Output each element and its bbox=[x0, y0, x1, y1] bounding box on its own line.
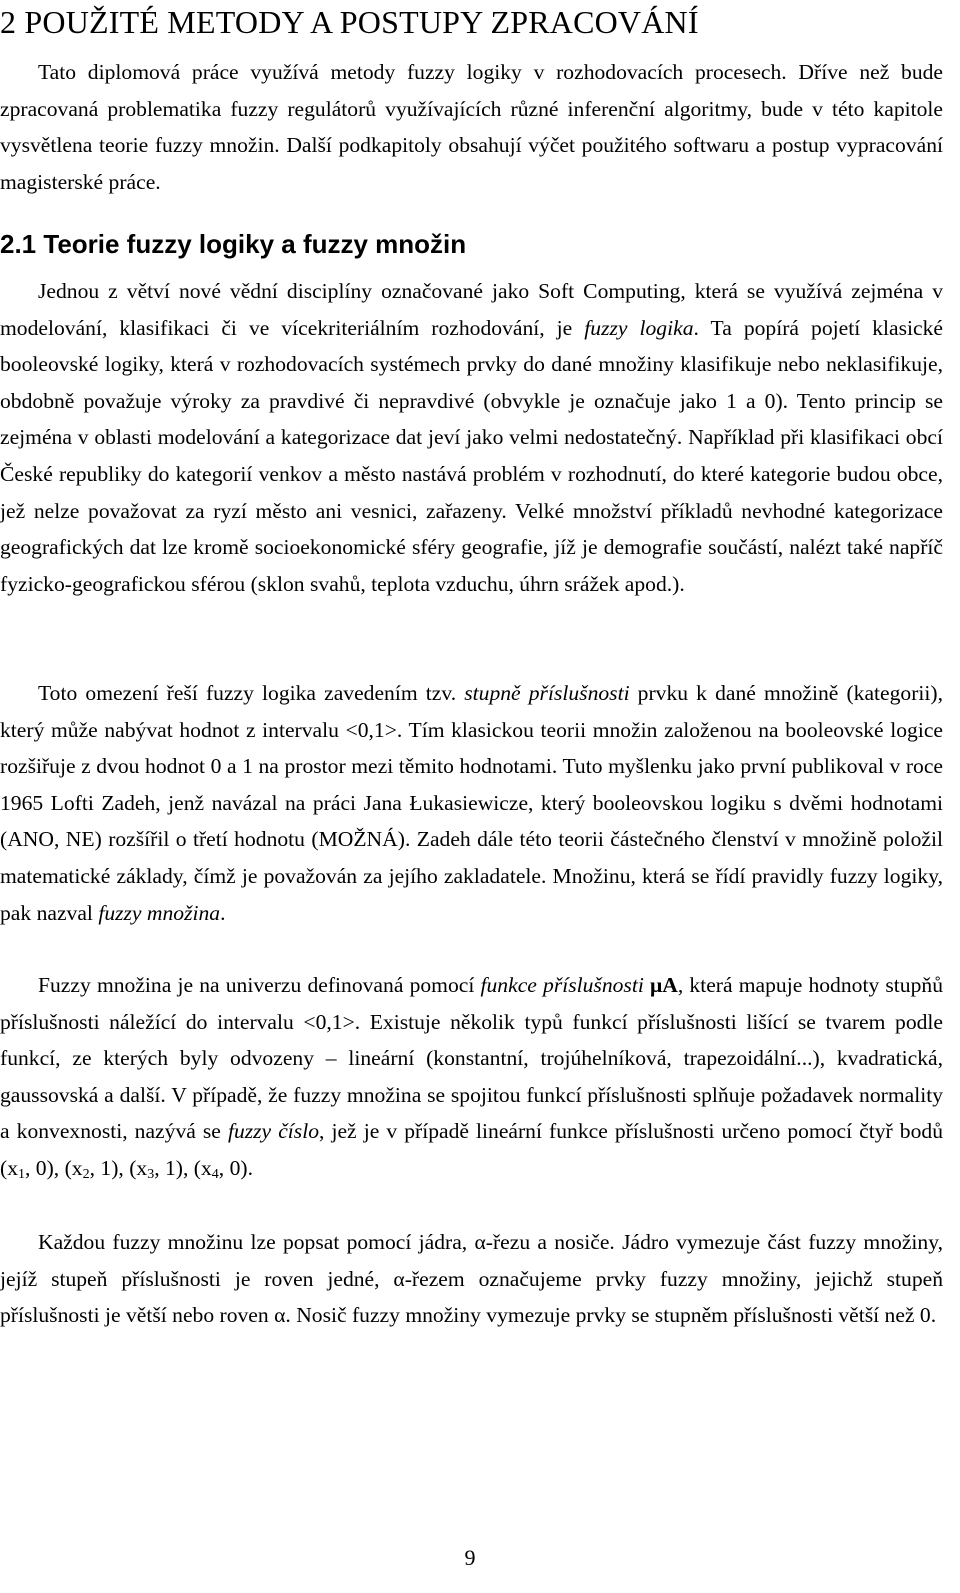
paragraph-membership-function bbox=[0, 967, 943, 1187]
paragraph-text: , která mapuje hodnoty stupňů příslušnosti náležící do intervalu <0,1>. Existuje několik typů funkcí příslušnosti lišící se tvarem podle funkcí, ze kterých byly odvozeny – lineární (konstantní, trojúhelníková, trapezoidální...), kvadratická, gaussovská a další. V případě, že fuzzy množina se spojitou funkcí příslušnosti splňuje požadavek normality a konvexnosti, nazývá se bbox=[0, 973, 943, 1144]
term-funkce-prislusnosti: funkce příslušnosti bbox=[480, 973, 644, 997]
paragraph-text: prvku k dané množině (kategorii), který může nabývat hodnot z intervalu <0,1>. Tím klasickou teorii množin založenou na booleovské logice rozšiřuje z dvou hodnot 0 a 1 na prostor mezi těmito hodnotami. Tuto myšlenku jako první publikoval v roce 1965 Lofti Zadeh, jenž navázal na práci Jana Łukasiewicze, který booleovskou logiku s dvěmi hodnotami (ANO, NE) rozšířil o třetí hodnotu (MOŽNÁ). Zadeh dále této teorii částečného členství v množině položil matematické základy, čímž je považován za jejího zakladatele. Množinu, která se řídí pravidly fuzzy logiky, pak nazval bbox=[0, 681, 943, 925]
point-3: ($x_3$, 1), bbox=[129, 1155, 194, 1182]
paragraph-fuzzy-logic bbox=[0, 273, 943, 602]
paragraph-text: Jednou z větví nové vědní disciplíny označované jako Soft Computing, která se využívá zejména v modelování, klasifikaci či ve vícekriteriálním rozhodování, je bbox=[0, 279, 943, 340]
paragraph-text: . bbox=[220, 900, 226, 925]
term-fuzzy-mnozina: fuzzy množina bbox=[98, 900, 221, 925]
paragraph-core-alpha-cut-support: Každou fuzzy množinu lze popsat pomocí jádra, α-řezu a nosiče. Jádro vymezuje část fuzzy množiny, jejíž stupeň příslušnosti je roven jedné, α-řezem označujeme prvky fuzzy množiny, jejichž stupeň příslušnosti je větší nebo roven α. Nosič fuzzy množiny vymezuje prvky se stupněm příslušnosti větší než 0. bbox=[0, 1230, 943, 1328]
paragraph-text: Toto omezení řeší fuzzy logika zavedením tzv. bbox=[38, 681, 465, 705]
chapter-heading: 2 POUŽITÉ METODY A POSTUPY ZPRACOVÁNÍ bbox=[0, 4, 699, 40]
paragraph-text: Fuzzy množina je na univerzu definovaná pomocí bbox=[38, 973, 481, 997]
term-fuzzy-logika: fuzzy logika bbox=[584, 315, 694, 340]
term-fuzzy-cislo: fuzzy číslo bbox=[227, 1119, 319, 1144]
section-heading: 2.1 Teorie fuzzy logiky a fuzzy množin bbox=[0, 229, 467, 259]
point-2: ($x_2$, 1), bbox=[64, 1155, 130, 1182]
paragraph-text: , jež je v případě lineární funkce příslušnosti určeno pomocí čtyř bodů bbox=[319, 1119, 943, 1144]
symbol-mu-a: μA bbox=[650, 973, 678, 997]
point-4: ($x_4$, 0). bbox=[193, 1155, 253, 1182]
paragraph-text: . Ta popírá pojetí klasické booleovské logiky, která v rozhodovacích systémech prvky do dané množiny klasifikuje nebo neklasifikuje, obdobně považuje výroky za pravdivé či nepravdivé (obvykle je označuje jako 1 a 0). Tento princip se zejména v oblasti modelování a kategorizace dat jeví jako velmi nedostatečný. Například při klasifikaci obcí České republiky do kategorií venkov a město nastává problém v rozhodnutí, do které kategorie budou obce, jež nelze považovat za ryzí město ani vesnici, zařazeny. Velké množství příkladů nevhodné kategorizace geografických dat lze kromě socioekonomické sféry geografie, jíž je demografie součástí, nalézt také napříč fyzicko-geografickou sférou (sklon svahů, teplota vzduchu, úhrn srážek apod.). bbox=[0, 315, 943, 596]
paragraph-membership-degree bbox=[0, 675, 943, 931]
term-stupne-prislusnosti: stupně příslušnosti bbox=[464, 681, 630, 705]
point-1: ($x_1$, 0), bbox=[0, 1155, 65, 1182]
page-number: 9 bbox=[464, 1545, 476, 1570]
intro-paragraph: Tato diplomová práce využívá metody fuzzy logiky v rozhodovacích procesech. Dříve než bude zpracovaná problematika fuzzy regulátorů využívajících různé inferenční algoritmy, bude v této kapitole vysvětlena teorie fuzzy množin. Další podkapitoly obsahují výčet použitého softwaru a postup vypracování magisterské práce. bbox=[0, 60, 943, 194]
